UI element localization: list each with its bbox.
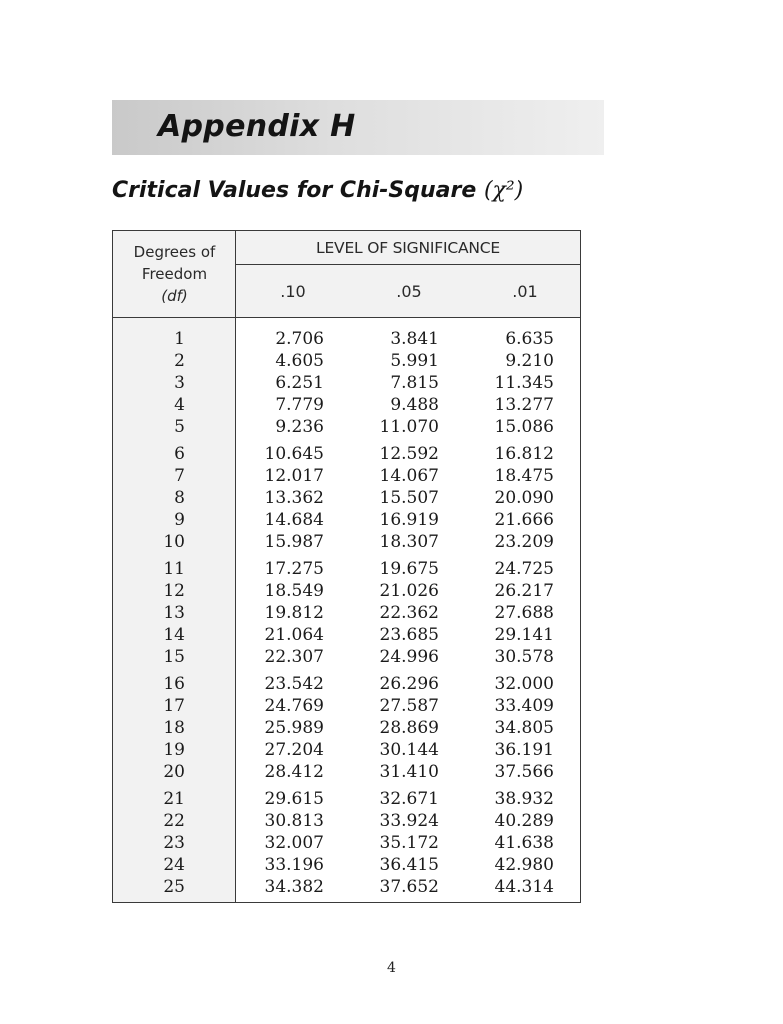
- appendix-title: Appendix H: [158, 109, 356, 144]
- df-cell: 4: [174, 395, 185, 415]
- value-cell-01: 34.805: [494, 718, 554, 738]
- df-cell: 16: [163, 674, 185, 694]
- value-cell-01: 15.086: [494, 417, 554, 437]
- table-row: [113, 328, 580, 350]
- value-cell-10: 23.542: [264, 674, 324, 694]
- value-cell-10: 27.204: [264, 740, 324, 760]
- value-cell-05: 16.919: [379, 510, 439, 530]
- value-cell-10: 30.813: [264, 811, 324, 831]
- value-cell-01: 24.725: [494, 559, 554, 579]
- value-cell-05: 7.815: [390, 373, 439, 393]
- df-cell: 6: [174, 444, 185, 464]
- value-cell-01: 33.409: [494, 696, 554, 716]
- value-cell-10: 33.196: [264, 855, 324, 875]
- value-cell-01: 23.209: [494, 532, 554, 552]
- value-cell-01: 29.141: [494, 625, 554, 645]
- table-row: [113, 788, 580, 810]
- df-cell: 2: [174, 351, 185, 371]
- value-cell-01: 9.210: [505, 351, 554, 371]
- value-cell-05: 3.841: [390, 329, 439, 349]
- value-cell-05: 37.652: [379, 877, 439, 897]
- value-cell-01: 21.666: [494, 510, 554, 530]
- level-of-significance-header: LEVEL OF SIGNIFICANCE: [316, 239, 500, 257]
- table-row: [113, 810, 580, 832]
- table-row: [113, 350, 580, 372]
- table-row: [113, 443, 580, 465]
- df-cell: 22: [163, 811, 185, 831]
- value-cell-01: 30.578: [494, 647, 554, 667]
- df-cell: 17: [163, 696, 185, 716]
- table-row: [113, 876, 580, 898]
- page-number: 4: [387, 960, 396, 976]
- value-cell-10: 14.684: [264, 510, 324, 530]
- value-cell-05: 22.362: [379, 603, 439, 623]
- table-row: [113, 416, 580, 438]
- chi-square-table: [112, 230, 581, 903]
- value-cell-05: 11.070: [379, 417, 439, 437]
- value-cell-10: 19.812: [264, 603, 324, 623]
- value-cell-10: 12.017: [264, 466, 324, 486]
- value-cell-05: 19.675: [379, 559, 439, 579]
- df-cell: 3: [174, 373, 185, 393]
- table-row: [113, 761, 580, 783]
- value-cell-05: 36.415: [379, 855, 439, 875]
- value-cell-10: 25.989: [264, 718, 324, 738]
- value-cell-01: 16.812: [494, 444, 554, 464]
- value-cell-05: 14.067: [379, 466, 439, 486]
- value-cell-01: 44.314: [494, 877, 554, 897]
- value-cell-01: 42.980: [494, 855, 554, 875]
- value-cell-05: 15.507: [379, 488, 439, 508]
- table-row: [113, 602, 580, 624]
- table-row: [113, 832, 580, 854]
- df-cell: 10: [163, 532, 185, 552]
- df-header-line2: Freedom: [141, 265, 208, 283]
- value-cell-10: 13.362: [264, 488, 324, 508]
- table-title: [112, 178, 523, 203]
- value-cell-10: 9.236: [275, 417, 324, 437]
- table-row: [113, 394, 580, 416]
- df-cell: 5: [174, 417, 185, 437]
- df-cell: 13: [163, 603, 185, 623]
- value-cell-10: 7.779: [275, 395, 324, 415]
- value-cell-05: 27.587: [379, 696, 439, 716]
- df-header-abbr: (df): [161, 287, 188, 305]
- value-cell-10: 15.987: [264, 532, 324, 552]
- df-cell: 9: [174, 510, 185, 530]
- table-row: [113, 558, 580, 580]
- df-cell: 1: [174, 329, 185, 349]
- value-cell-10: 29.615: [264, 789, 324, 809]
- df-header: [113, 241, 236, 307]
- value-cell-10: 10.645: [264, 444, 324, 464]
- value-cell-05: 5.991: [390, 351, 439, 371]
- value-cell-01: 37.566: [494, 762, 554, 782]
- df-header-line1: Degrees of: [133, 243, 216, 261]
- table-row: [113, 531, 580, 553]
- table-row: [113, 646, 580, 668]
- df-cell: 24: [163, 855, 185, 875]
- value-cell-01: 41.638: [494, 833, 554, 853]
- df-cell: 7: [174, 466, 185, 486]
- value-cell-05: 33.924: [379, 811, 439, 831]
- df-cell: 19: [163, 740, 185, 760]
- value-cell-10: 6.251: [275, 373, 324, 393]
- value-cell-05: 18.307: [379, 532, 439, 552]
- value-cell-05: 35.172: [379, 833, 439, 853]
- value-cell-05: 28.869: [379, 718, 439, 738]
- value-cell-10: 28.412: [264, 762, 324, 782]
- value-cell-01: 32.000: [494, 674, 554, 694]
- table-row: [113, 673, 580, 695]
- value-cell-01: 36.191: [494, 740, 554, 760]
- value-cell-05: 12.592: [379, 444, 439, 464]
- chi-square-symbol: (χ²): [483, 178, 524, 203]
- value-cell-10: 4.605: [275, 351, 324, 371]
- table-row: [113, 372, 580, 394]
- df-cell: 21: [163, 789, 185, 809]
- df-cell: 25: [163, 877, 185, 897]
- value-cell-10: 17.275: [264, 559, 324, 579]
- table-row: [113, 624, 580, 646]
- alpha-05-header: .05: [396, 282, 422, 301]
- table-row: [113, 487, 580, 509]
- table-row: [113, 509, 580, 531]
- value-cell-10: 34.382: [264, 877, 324, 897]
- header-divider: [236, 264, 580, 265]
- value-cell-10: 21.064: [264, 625, 324, 645]
- value-cell-10: 32.007: [264, 833, 324, 853]
- value-cell-05: 9.488: [390, 395, 439, 415]
- value-cell-01: 26.217: [494, 581, 554, 601]
- table-row: [113, 854, 580, 876]
- table-row: [113, 717, 580, 739]
- value-cell-05: 26.296: [379, 674, 439, 694]
- df-cell: 15: [163, 647, 185, 667]
- df-cell: 14: [163, 625, 185, 645]
- table-title-text: Critical Values for Chi-Square: [112, 178, 477, 203]
- appendix-banner: [112, 100, 604, 155]
- df-cell: 23: [163, 833, 185, 853]
- alpha-01-header: .01: [512, 282, 538, 301]
- value-cell-10: 22.307: [264, 647, 324, 667]
- value-cell-10: 2.706: [275, 329, 324, 349]
- value-cell-01: 18.475: [494, 466, 554, 486]
- df-cell: 18: [163, 718, 185, 738]
- value-cell-05: 24.996: [379, 647, 439, 667]
- value-cell-10: 18.549: [264, 581, 324, 601]
- table-row: [113, 580, 580, 602]
- value-cell-01: 40.289: [494, 811, 554, 831]
- df-cell: 20: [163, 762, 185, 782]
- value-cell-05: 30.144: [379, 740, 439, 760]
- value-cell-01: 13.277: [494, 395, 554, 415]
- table-row: [113, 695, 580, 717]
- value-cell-05: 31.410: [379, 762, 439, 782]
- value-cell-05: 21.026: [379, 581, 439, 601]
- table-row: [113, 465, 580, 487]
- df-cell: 11: [163, 559, 185, 579]
- df-cell: 12: [163, 581, 185, 601]
- value-cell-10: 24.769: [264, 696, 324, 716]
- value-cell-01: 11.345: [494, 373, 554, 393]
- value-cell-01: 6.635: [505, 329, 554, 349]
- header-bottom-rule: [113, 317, 580, 318]
- value-cell-05: 23.685: [379, 625, 439, 645]
- value-cell-01: 38.932: [494, 789, 554, 809]
- table-row: [113, 739, 580, 761]
- value-cell-01: 27.688: [494, 603, 554, 623]
- value-cell-01: 20.090: [494, 488, 554, 508]
- alpha-10-header: .10: [280, 282, 306, 301]
- value-cell-05: 32.671: [379, 789, 439, 809]
- df-cell: 8: [174, 488, 185, 508]
